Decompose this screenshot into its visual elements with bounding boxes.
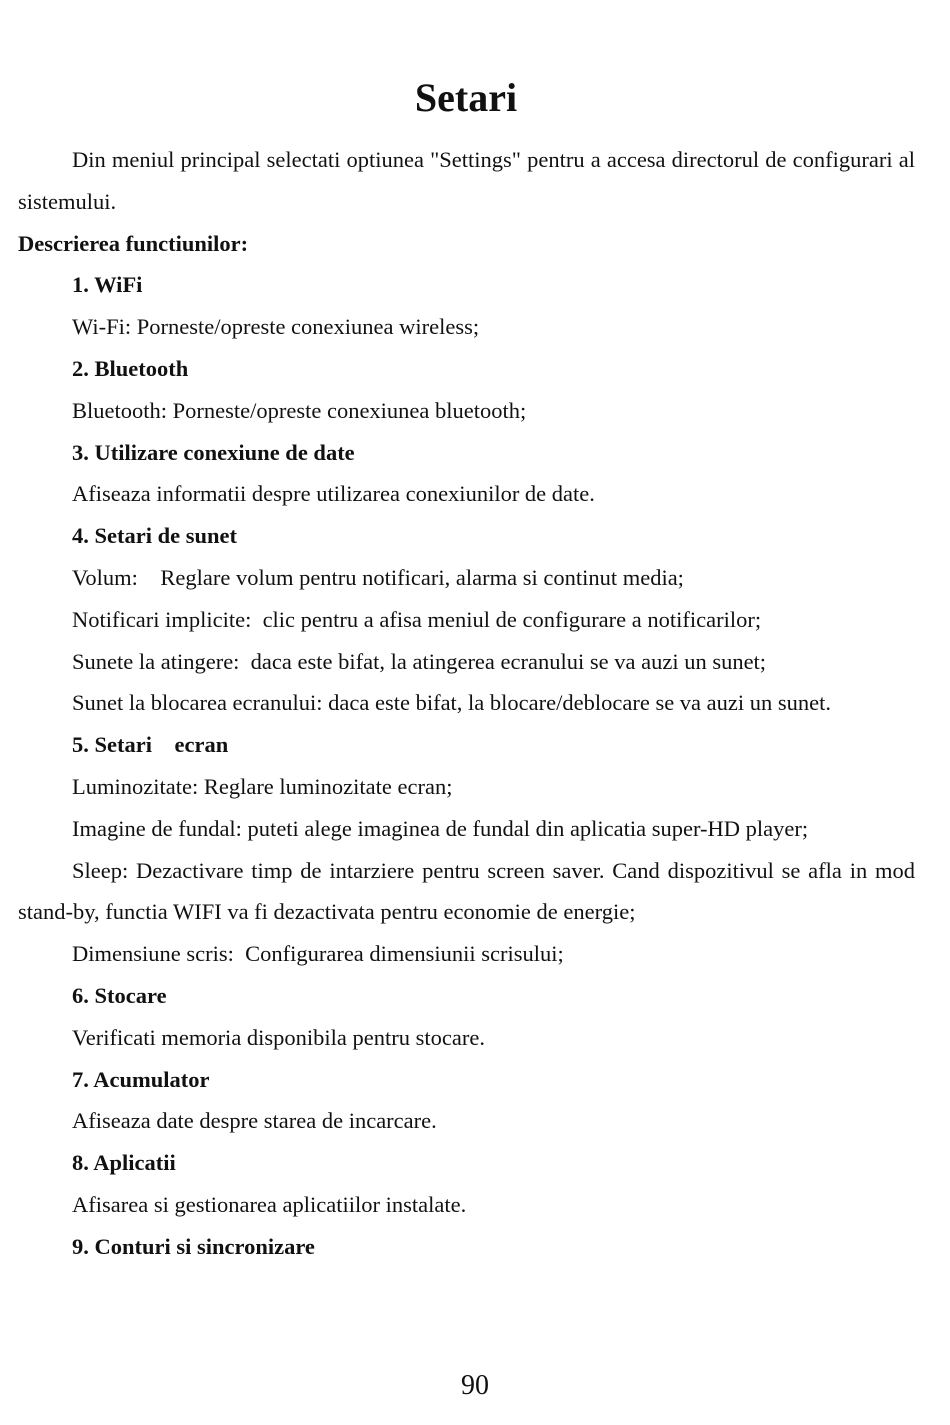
item-heading-apps: 8. Aplicatii (72, 1150, 176, 1176)
item-heading-battery: 7. Acumulator (72, 1066, 210, 1092)
item-text: Luminozitate: Reglare luminozitate ecran; (72, 773, 453, 799)
page-title: Setari (414, 75, 518, 120)
item-heading-display: 5. Setari ecran (72, 732, 229, 758)
section-heading: Descrierea functiunilor: (18, 230, 249, 256)
item-text: Sunet la blocarea ecranului: daca este bifat, la blocare/deblocare se va auzi un sunet. (72, 690, 832, 716)
item-text: Notificari implicite: clic pentru a afisa meniul de configurare a notificarilor; (72, 606, 762, 632)
item-text: Afisarea si gestionarea aplicatiilor instalate. (72, 1191, 467, 1217)
item-text: Dimensiune scris: Configurarea dimensiunii scrisului; (72, 941, 564, 967)
item-heading-wifi: 1. WiFi (72, 272, 143, 298)
item-heading-accounts: 9. Conturi si sincronizare (72, 1233, 315, 1259)
item-heading-bluetooth: 2. Bluetooth (72, 355, 189, 381)
item-text: Volum: Reglare volum pentru notificari, alarma si continut media; (72, 564, 684, 590)
item-text: Afiseaza informatii despre utilizarea conexiunilor de date. (72, 481, 595, 507)
item-text: Imagine de fundal: puteti alege imaginea de fundal din aplicatia super-HD player; (72, 815, 809, 841)
item-text: Sunete la atingere: daca este bifat, la atingerea ecranului se va auzi un sunet; (72, 648, 767, 674)
item-text: Sleep: Dezactivare timp de intarziere pentru screen saver. Cand dispozitivul se afla in mod stand-by, functia WIFI va fi dezactivata pentru economie de energie; (18, 857, 921, 925)
item-text: Afiseaza date despre starea de incarcare. (72, 1108, 437, 1134)
item-text: Bluetooth: Porneste/opreste conexiunea bluetooth; (72, 397, 527, 423)
page-number: 90 (461, 1370, 489, 1401)
item-heading-storage: 6. Stocare (72, 982, 167, 1008)
item-heading-sound: 4. Setari de sunet (72, 523, 237, 549)
item-text: Verificati memoria disponibila pentru stocare. (72, 1024, 485, 1050)
document-body (18, 139, 921, 1268)
item-heading-data-usage: 3. Utilizare conexiune de date (72, 439, 355, 465)
intro-paragraph: Din meniul principal selectati optiunea "Settings" pentru a accesa directorul de configurari al sistemului. (18, 147, 921, 214)
item-text: Wi-Fi: Porneste/opreste conexiunea wireless; (72, 314, 480, 340)
